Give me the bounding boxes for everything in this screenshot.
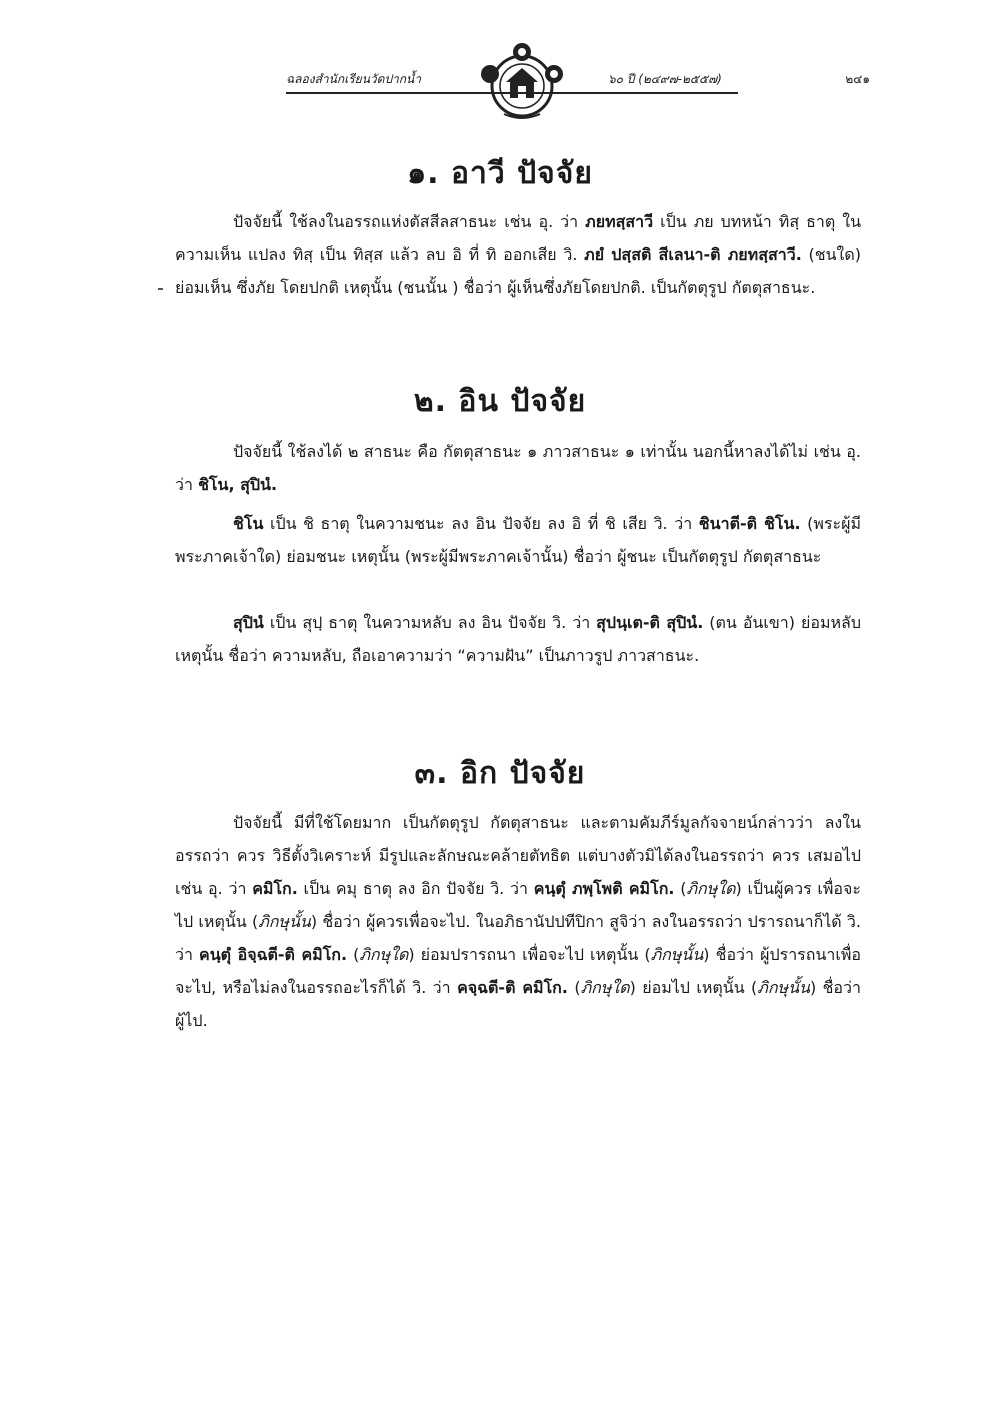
temple-emblem-icon [476, 40, 568, 122]
pali-term: ภยทสฺสาวี [585, 212, 654, 231]
paragraph-in-3 [175, 606, 861, 672]
body-text: (ชนใด) ย่อมเห็น ซึ่งภัย โดยปกติ เหตุนั้น (ชนนั้น ) ชื่อว่า ผู้เห็นซึ่งภัยโดยปกติ. เป็นกัตตุรูป กัตตุสาธนะ. [175, 245, 861, 297]
section-title-avi: ๑. อาวี ปัจจัย [407, 156, 593, 191]
body-text: ) ย่อมไป เหตุนั้น ( [629, 978, 758, 997]
paragraph-in-1 [175, 435, 861, 501]
body-text: ปัจจัยนี้ ใช้ลงในอรรถแห่งตัสสีลสาธนะ เช่น อุ. ว่า [233, 212, 586, 231]
header-right-text: ๖๐ ปี (๒๔๙๗-๒๕๕๗) [608, 72, 722, 86]
body-text: ( [567, 978, 581, 997]
header-left-text: ฉลองสำนักเรียนวัดปากน้ำ [286, 72, 421, 86]
pali-term: สุปินํ [233, 613, 264, 632]
italic-text: ภิกษุนั้น [258, 912, 311, 931]
italic-text: ภิกษุนั้น [757, 978, 810, 997]
pali-term: สุปนฺเต-ติ สุปินํ. [596, 613, 704, 632]
body-text: ) เป็นผู้ควร เพื่อจะไป เหตุนั้น ( [175, 879, 862, 931]
body-text: เป็น ชิ ธาตุ ในความชนะ ลง อิน ปัจจัย ลง อิ ที่ ชิ เสีย วิ. ว่า [263, 514, 699, 533]
pali-term: ชิโน [233, 514, 264, 533]
body-text: เป็น คมุ ธาตุ ลง อิก ปัจจัย วิ. ว่า [297, 879, 534, 898]
italic-text: ภิกษุใด [359, 945, 409, 964]
section-title-in: ๒. อิน ปัจจัย [413, 384, 587, 419]
body-text: ) ชื่อว่า ผู้ไป. [175, 978, 862, 1030]
pali-term: ชินาตี-ติ ชิโน. [698, 514, 801, 533]
section-title-ik: ๓. อิก ปัจจัย [414, 756, 586, 791]
pali-term: คนฺตุํ ภพฺโพติ คมิโก. [533, 879, 675, 898]
body-text: เป็น ภย บทหน้า ทิสฺ ธาตุ ในความเห็น แปลง ทิสฺ เป็น ทิสฺส แล้ว ลบ อิ ที่ ทิ ออกเสีย วิ. [175, 212, 862, 264]
italic-text: ภิกษุนั้น [650, 945, 704, 964]
scan-mark [158, 288, 163, 290]
italic-text: ภิกษุใด [686, 879, 736, 898]
page-header [286, 40, 870, 122]
body-text: ) ชื่อว่า ผู้ปรารถนาเพื่อจะไป, หรือไม่ลงในอรรถอะไรก็ได้ วิ. ว่า [175, 945, 862, 997]
header-rule [286, 92, 738, 94]
body-text: (พระผู้มีพระภาคเจ้าใด) ย่อมชนะ เหตุนั้น (พระผู้มีพระภาคเจ้านั้น) ชื่อว่า ผู้ชนะ เป็นกัตตุรูป กัตตุสาธนะ [175, 514, 862, 566]
paragraph-in-2 [175, 507, 861, 573]
paragraph-avi-1 [175, 205, 861, 304]
body-text: ( [347, 945, 360, 964]
body-text: เป็น สุปฺ ธาตุ ในความหลับ ลง อิน ปัจจัย วิ. ว่า [263, 613, 597, 632]
italic-text: ภิกษุใด [580, 978, 630, 997]
body-text: ปัจจัยนี้ มีที่ใช้โดยมาก เป็นกัตตุรูป กัตตุสาธนะ และตามคัมภีร์มูลกัจจายน์กล่าวว่า ลงในอรรถว่า ควร วิธีตั้งวิเคราะห์ มีรูปและลักษณะคล้ายตัทธิต แต่บางตัวมิได้ลงในอรรถว่า ควร เสมอไป เช่น อุ. ว่า [175, 813, 861, 898]
body-text: ( [674, 879, 687, 898]
paragraph-ik-1 [175, 806, 861, 1037]
body-text: ) ย่อมปรารถนา เพื่อจะไป เหตุนั้น ( [408, 945, 651, 964]
pali-term: คจฺฉตี-ติ คมิโก. [457, 978, 568, 997]
body-text: ปัจจัยนี้ ใช้ลงได้ ๒ สาธนะ คือ กัตตุสาธนะ ๑ ภาวสาธนะ ๑ เท่านั้น นอกนี้หาลงได้ไม่ เช่น อุ. ว่า [175, 442, 861, 494]
pali-term: คมิโก. [252, 879, 298, 898]
pali-term: ภยํ ปสฺสติ สีเลนา-ติ ภยทสฺสาวี. [584, 245, 802, 264]
page-number: ๒๔๑ [845, 72, 870, 86]
pali-term: คนฺตุํ อิจฺฉตี-ติ คมิโก. [199, 945, 348, 964]
pali-term: ชิโน, สุปินํ. [198, 475, 278, 494]
body-text: (ตน อันเขา) ย่อมหลับ เหตุนั้น ชื่อว่า ความหลับ, ถือเอาความว่า “ความฝัน” เป็นภาวรูป ภาวสาธนะ. [175, 613, 862, 665]
body-text: ) ชื่อว่า ผู้ควรเพื่อจะไป. ในอภิธานัปปทีปิกา สูจิว่า ลงในอรรถว่า ปรารถนาก็ได้ วิ. ว่า [175, 912, 861, 964]
